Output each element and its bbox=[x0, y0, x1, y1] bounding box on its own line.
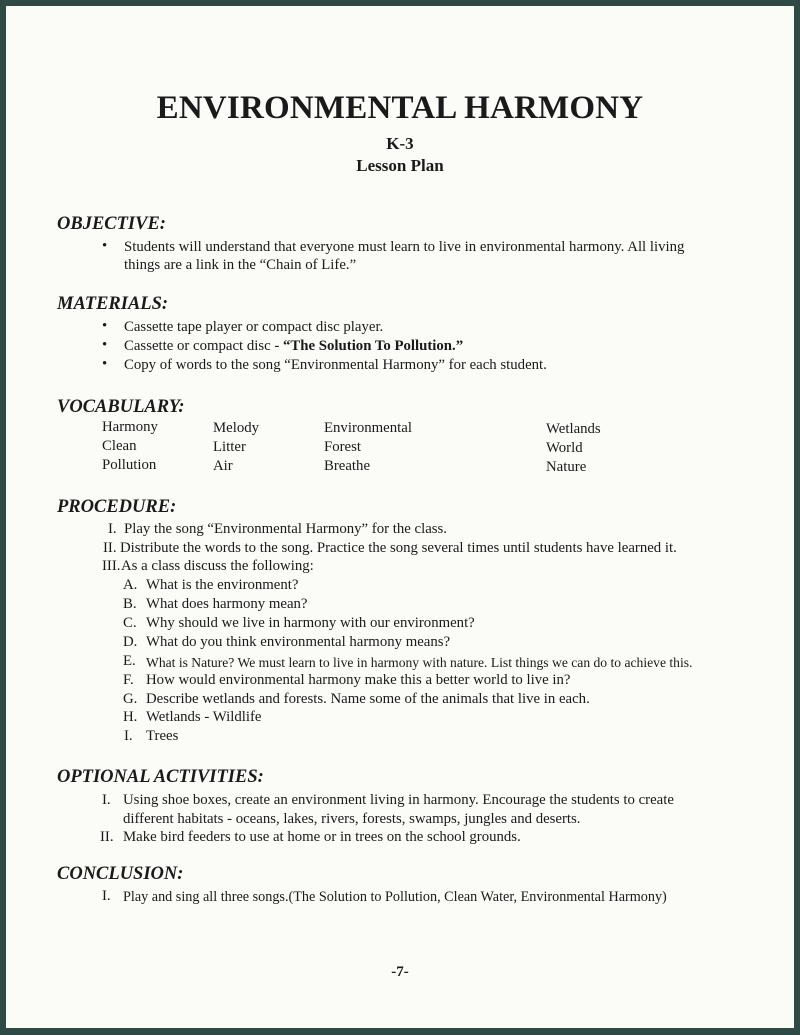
materials-bullet: • bbox=[102, 356, 108, 372]
procedure-step: Distribute the words to the song. Practice the song several times until students have learned it. bbox=[120, 540, 677, 556]
vocab-word: Pollution bbox=[102, 457, 157, 473]
vocab-word: Forest bbox=[324, 439, 361, 455]
materials-bullet: • bbox=[102, 318, 108, 334]
vocab-word: Environmental bbox=[324, 420, 412, 436]
objective-line-2: things are a link in the “Chain of Life.” bbox=[124, 257, 357, 273]
vocab-word: Breathe bbox=[324, 458, 371, 474]
procedure-step-number: I. bbox=[108, 521, 117, 537]
song-title: “The Solution To Pollution.” bbox=[283, 338, 464, 354]
question-letter: I. bbox=[124, 728, 133, 744]
question-text: Trees bbox=[146, 728, 179, 744]
materials-item: Cassette or compact disc - “The Solution To Pollution.” bbox=[124, 338, 464, 354]
procedure-step: Play the song “Environmental Harmony” for the class. bbox=[124, 521, 447, 537]
question-text: What is the environment? bbox=[146, 577, 299, 593]
conclusion-text: Play and sing all three songs.(The Solution to Pollution, Clean Water, Environmental Harmony) bbox=[123, 889, 667, 905]
page-number: -7- bbox=[391, 964, 409, 980]
vocab-word: Harmony bbox=[102, 419, 158, 435]
procedure-step-number: II. bbox=[103, 540, 117, 556]
activity-number: II. bbox=[100, 829, 114, 845]
page-subtitle: Lesson Plan bbox=[356, 156, 444, 175]
question-letter: A. bbox=[123, 577, 138, 593]
question-letter: D. bbox=[123, 634, 138, 650]
vocabulary-heading: VOCABULARY: bbox=[57, 397, 185, 417]
objective-line-1: Students will understand that everyone must learn to live in environmental harmony. All living bbox=[124, 239, 685, 255]
grade-level: K-3 bbox=[386, 134, 414, 153]
question-text: What is Nature? We must learn to live in harmony with nature. List things we can do to achieve this. bbox=[146, 655, 693, 670]
materials-heading: MATERIALS: bbox=[57, 294, 169, 314]
materials-bullet: • bbox=[102, 337, 108, 353]
vocab-word: Wetlands bbox=[546, 421, 601, 437]
activity-text: Using shoe boxes, create an environment living in harmony. Encourage the students to create bbox=[123, 792, 674, 808]
activity-text: different habitats - oceans, lakes, rivers, forests, swamps, jungles and deserts. bbox=[123, 811, 581, 827]
vocab-word: Clean bbox=[102, 438, 137, 454]
question-letter: H. bbox=[123, 709, 138, 725]
objective-heading: OBJECTIVE: bbox=[57, 214, 166, 234]
question-letter: G. bbox=[123, 691, 138, 707]
materials-item: Copy of words to the song “Environmental Harmony” for each student. bbox=[124, 357, 547, 373]
question-text: What do you think environmental harmony means? bbox=[146, 634, 451, 650]
page-title: ENVIRONMENTAL HARMONY bbox=[156, 90, 644, 126]
objective-bullet: • bbox=[102, 238, 108, 254]
vocab-word: Nature bbox=[546, 459, 587, 475]
conclusion-heading: CONCLUSION: bbox=[57, 864, 184, 884]
question-letter: E. bbox=[123, 653, 136, 669]
procedure-heading: PROCEDURE: bbox=[57, 497, 177, 517]
procedure-step-number: III. bbox=[102, 558, 121, 574]
materials-item: Cassette tape player or compact disc player. bbox=[124, 319, 384, 335]
optional-activities-heading: OPTIONAL ACTIVITIES: bbox=[57, 767, 264, 787]
activity-number: I. bbox=[102, 792, 111, 808]
conclusion-number: I. bbox=[102, 888, 111, 904]
vocab-word: World bbox=[546, 440, 583, 456]
lesson-plan-page bbox=[6, 6, 794, 1028]
vocab-word: Air bbox=[213, 458, 233, 474]
question-text: Why should we live in harmony with our environment? bbox=[146, 615, 475, 631]
procedure-step: As a class discuss the following: bbox=[121, 558, 314, 574]
question-text: Describe wetlands and forests. Name some of the animals that live in each. bbox=[146, 691, 590, 707]
question-letter: F. bbox=[123, 672, 134, 688]
question-letter: B. bbox=[123, 596, 137, 612]
activity-text: Make bird feeders to use at home or in trees on the school grounds. bbox=[123, 829, 521, 845]
question-text: How would environmental harmony make this a better world to live in? bbox=[146, 672, 571, 688]
question-text: What does harmony mean? bbox=[146, 596, 308, 612]
vocab-word: Litter bbox=[213, 439, 246, 455]
question-text: Wetlands - Wildlife bbox=[146, 709, 262, 725]
vocab-word: Melody bbox=[213, 420, 260, 436]
question-letter: C. bbox=[123, 615, 137, 631]
